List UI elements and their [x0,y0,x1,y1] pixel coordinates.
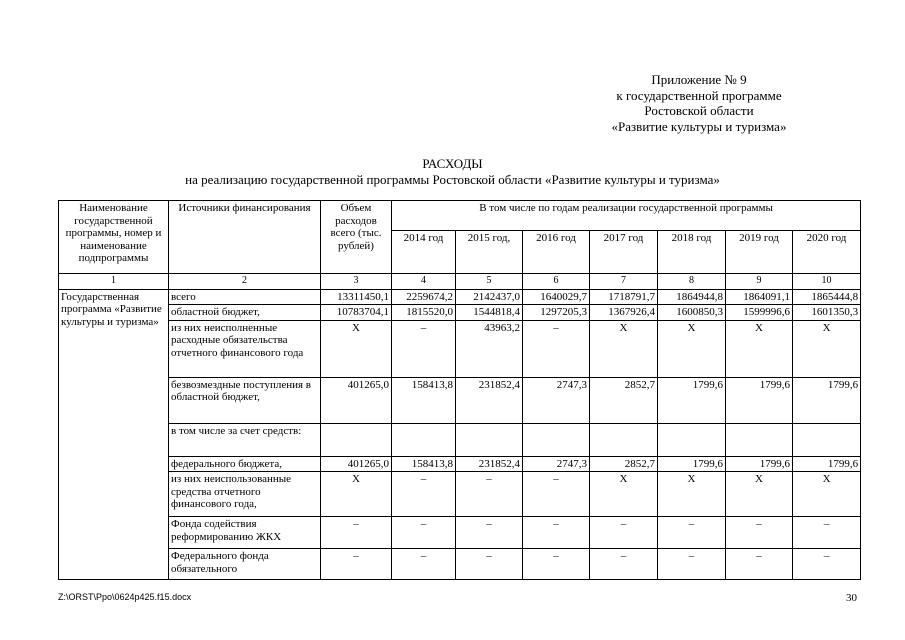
header-year-6: 2019 год [726,231,793,274]
column-number-10: 10 [793,274,861,290]
value-cell: 1799,6 [793,377,861,423]
header-year-2: 2015 год, [456,231,523,274]
value-cell [793,423,861,456]
value-cell: 1864091,1 [726,289,793,305]
column-number-6: 6 [523,274,590,290]
table-row [59,305,861,321]
column-number-8: 8 [658,274,726,290]
appendix-header [549,72,849,134]
column-number-7: 7 [590,274,658,290]
source-cell: из них неиспользованные средства отчетного финансового года, [169,472,321,517]
value-cell: 1718791,7 [590,289,658,305]
appendix-line-4: «Развитие культуры и туризма» [611,118,787,134]
value-cell: Х [590,320,658,377]
value-cell: – [523,320,590,377]
value-cell: – [793,517,861,549]
value-cell: Х [793,320,861,377]
value-cell: 43963,2 [456,320,523,377]
value-cell: 1601350,3 [793,305,861,321]
value-cell: 231852,4 [456,456,523,472]
document-title [0,156,905,188]
value-cell: 2852,7 [590,456,658,472]
table-row [59,517,861,549]
value-cell: Х [321,472,392,517]
column-number-2: 2 [169,274,321,290]
value-cell: – [321,517,392,549]
value-cell: 401265,0 [321,377,392,423]
value-cell: – [392,472,456,517]
footer-page-number: 30 [846,592,857,604]
value-cell: 1600850,3 [658,305,726,321]
column-number-1: 1 [59,274,169,290]
value-cell: 1297205,3 [523,305,590,321]
source-cell: Фонда содействия реформированию ЖКХ [169,517,321,549]
value-cell: 1799,6 [726,456,793,472]
value-cell: Х [726,472,793,517]
value-cell [726,423,793,456]
value-cell: – [590,549,658,580]
value-cell: Х [590,472,658,517]
header-name: Наименование государственной программы, номер и наименование подпрограммы [59,201,169,274]
value-cell: – [392,517,456,549]
value-cell: 158413,8 [392,456,456,472]
appendix-line-1: Приложение № 9 [651,72,747,87]
value-cell: 1799,6 [658,456,726,472]
source-cell: в том числе за счет средств: [169,423,321,456]
value-cell: – [392,549,456,580]
source-cell: федерального бюджета, [169,456,321,472]
table-row [59,320,861,377]
value-cell: – [658,549,726,580]
program-name-cell: Государственная программа «Развитие культуры и туризма» [59,289,169,580]
value-cell: – [456,517,523,549]
value-cell: 1865444,8 [793,289,861,305]
value-cell: Х [726,320,793,377]
value-cell: Х [658,472,726,517]
header-year-7: 2020 год [793,231,861,274]
value-cell: 1367926,4 [590,305,658,321]
value-cell: – [523,517,590,549]
value-cell: – [456,549,523,580]
title-line-1: РАСХОДЫ [422,156,483,171]
source-cell: безвозмездные поступления в областной бюджет, [169,377,321,423]
value-cell: 1864944,8 [658,289,726,305]
header-by-years: В том числе по годам реализации государственной программы [392,201,861,231]
header-year-4: 2017 год [590,231,658,274]
value-cell: 1799,6 [658,377,726,423]
appendix-line-3: Ростовской области [644,103,754,118]
source-cell: всего [169,289,321,305]
value-cell: 2747,3 [523,377,590,423]
value-cell: 1799,6 [726,377,793,423]
value-cell: 1640029,7 [523,289,590,305]
value-cell [658,423,726,456]
value-cell: – [523,549,590,580]
table-row [59,472,861,517]
source-cell: областной бюджет, [169,305,321,321]
value-cell: 2852,7 [590,377,658,423]
value-cell: 2142437,0 [456,289,523,305]
column-number-9: 9 [726,274,793,290]
column-number-4: 4 [392,274,456,290]
column-number-5: 5 [456,274,523,290]
value-cell: 1815520,0 [392,305,456,321]
value-cell: 10783704,1 [321,305,392,321]
value-cell: – [321,549,392,580]
value-cell: 401265,0 [321,456,392,472]
value-cell: Х [658,320,726,377]
header-year-3: 2016 год [523,231,590,274]
header-year-1: 2014 год [392,231,456,274]
table-row [59,549,861,580]
column-number-row [59,274,861,290]
value-cell: – [590,517,658,549]
value-cell: – [793,549,861,580]
value-cell: – [392,320,456,377]
value-cell [456,423,523,456]
value-cell: Х [793,472,861,517]
column-number-3: 3 [321,274,392,290]
footer-file-path: Z:\ORST\Ppo\0624p425.f15.docx [58,592,192,602]
value-cell [321,423,392,456]
value-cell: 231852,4 [456,377,523,423]
header-volume: Объем расходов всего (тыс. рублей) [321,201,392,274]
value-cell: 1599996,6 [726,305,793,321]
value-cell: 158413,8 [392,377,456,423]
table-row [59,377,861,423]
table-row [59,289,861,305]
value-cell: 2259674,2 [392,289,456,305]
value-cell: – [523,472,590,517]
header-year-5: 2018 год [658,231,726,274]
expenses-table [58,200,861,580]
value-cell: – [658,517,726,549]
value-cell: – [726,517,793,549]
table-row [59,423,861,456]
value-cell: 2747,3 [523,456,590,472]
value-cell: 1544818,4 [456,305,523,321]
source-cell: Федерального фонда обязательного [169,549,321,580]
value-cell: – [456,472,523,517]
value-cell [392,423,456,456]
header-sources: Источники финансирования [169,201,321,274]
header-row-top [59,201,861,231]
value-cell: Х [321,320,392,377]
title-line-2: на реализацию государственной программы Ростовской области «Развитие культуры и туризма» [185,172,720,187]
value-cell: – [726,549,793,580]
source-cell: из них неисполненные расходные обязательства отчетного финансового года [169,320,321,377]
value-cell [590,423,658,456]
value-cell [523,423,590,456]
value-cell: 13311450,1 [321,289,392,305]
appendix-line-2: к государственной программе [616,87,782,103]
value-cell: 1799,6 [793,456,861,472]
table-row [59,456,861,472]
